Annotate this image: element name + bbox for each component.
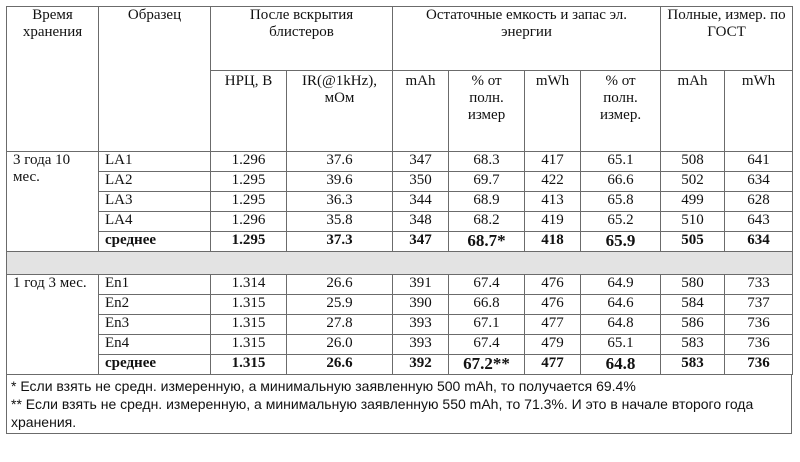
table-row-average [7,355,793,375]
cell-mah: 347 [393,232,449,252]
cell-pct1: 67.4 [449,275,525,295]
cell-ir: 25.9 [287,295,393,315]
cell-pct2: 65.8 [581,192,661,212]
cell-mah: 393 [393,315,449,335]
cell-sample: LA4 [99,212,211,232]
cell-fmah: 583 [661,335,725,355]
table-row [7,315,793,335]
cell-pct2: 66.6 [581,172,661,192]
cell-mah: 392 [393,355,449,375]
cell-mwh: 477 [525,315,581,335]
table-row [7,295,793,315]
cell-pct1: 68.2 [449,212,525,232]
header-pct-full: % от полн. измер [449,71,525,152]
table-row [7,335,793,355]
footnote-2: ** Если взять не средн. измеренную, а минимальную заявленную 550 mAh, то 71.3%. И это в начале второго года хранения. [11,396,754,430]
cell-pct2: 65.1 [581,335,661,355]
cell-ocv: 1.315 [211,295,287,315]
cell-mwh: 413 [525,192,581,212]
header-ocv: НРЦ, В [211,71,287,152]
cell-mwh: 417 [525,152,581,172]
cell-pct1: 69.7 [449,172,525,192]
cell-mah: 350 [393,172,449,192]
cell-fmwh: 736 [725,315,793,335]
cell-fmwh: 736 [725,335,793,355]
header-time: Время хранения [7,7,99,152]
cell-ocv: 1.314 [211,275,287,295]
cell-ir: 39.6 [287,172,393,192]
cell-ocv: 1.296 [211,152,287,172]
cell-ocv: 1.315 [211,355,287,375]
cell-pct1: 68.3 [449,152,525,172]
cell-ir: 26.0 [287,335,393,355]
cell-fmah: 584 [661,295,725,315]
cell-fmah: 583 [661,355,725,375]
cell-mwh: 476 [525,295,581,315]
cell-ocv: 1.315 [211,335,287,355]
cell-pct1: 68.9 [449,192,525,212]
cell-fmah: 586 [661,315,725,335]
cell-fmwh: 733 [725,275,793,295]
cell-fmah: 580 [661,275,725,295]
header-full-mah: mAh [661,71,725,152]
header-sample: Образец [99,7,211,152]
footnote-1: * Если взять не средн. измеренную, а минимальную заявленную 500 mAh, то получается 69.4% [11,378,636,394]
cell-ir: 26.6 [287,275,393,295]
cell-fmah: 508 [661,152,725,172]
cell-ir: 36.3 [287,192,393,212]
cell-pct2: 64.9 [581,275,661,295]
cell-mwh: 476 [525,275,581,295]
cell-fmah: 510 [661,212,725,232]
cell-pct2: 64.8 [581,355,661,375]
cell-mwh: 422 [525,172,581,192]
cell-pct2: 65.9 [581,232,661,252]
cell-pct2: 64.6 [581,295,661,315]
cell-fmwh: 643 [725,212,793,232]
cell-ocv: 1.295 [211,232,287,252]
cell-pct1: 67.2** [449,355,525,375]
cell-mwh: 477 [525,355,581,375]
group-time: 1 год 3 мес. [7,275,99,375]
cell-mwh: 479 [525,335,581,355]
header-residual: Остаточные емкость и запас эл. энергии [393,7,661,71]
cell-fmah: 499 [661,192,725,212]
cell-mah: 390 [393,295,449,315]
cell-fmwh: 628 [725,192,793,212]
table-row-average [7,232,793,252]
cell-fmah: 502 [661,172,725,192]
table-row [7,192,793,212]
cell-pct2: 64.8 [581,315,661,335]
group-separator [7,252,793,275]
cell-ocv: 1.315 [211,315,287,335]
cell-ir: 35.8 [287,212,393,232]
cell-pct1: 67.4 [449,335,525,355]
cell-sample: LA3 [99,192,211,212]
table-row [7,172,793,192]
header-ir: IR(@1kHz), мОм [287,71,393,152]
battery-storage-table-document [6,6,792,434]
cell-sample: En2 [99,295,211,315]
table-row [7,212,793,232]
cell-pct1: 68.7* [449,232,525,252]
cell-sample: En1 [99,275,211,295]
cell-mwh: 419 [525,212,581,232]
cell-sample: среднее [99,355,211,375]
header-after-open: После вскрытия блистеров [211,7,393,71]
table-row [7,275,793,295]
cell-ocv: 1.296 [211,212,287,232]
cell-ir: 26.6 [287,355,393,375]
cell-sample: LA1 [99,152,211,172]
cell-pct1: 67.1 [449,315,525,335]
cell-ir: 27.8 [287,315,393,335]
cell-fmah: 505 [661,232,725,252]
table-row [7,152,793,172]
cell-fmwh: 641 [725,152,793,172]
cell-mwh: 418 [525,232,581,252]
header-full-mwh: mWh [725,71,793,152]
cell-ocv: 1.295 [211,192,287,212]
header-mah: mAh [393,71,449,152]
cell-ir: 37.6 [287,152,393,172]
header-full: Полные, измер. по ГОСТ [661,7,793,71]
cell-mah: 391 [393,275,449,295]
cell-fmwh: 634 [725,172,793,192]
cell-ocv: 1.295 [211,172,287,192]
footnotes [6,375,792,434]
cell-fmwh: 736 [725,355,793,375]
cell-pct1: 66.8 [449,295,525,315]
cell-fmwh: 737 [725,295,793,315]
cell-sample: En4 [99,335,211,355]
header-row-top [7,7,793,71]
cell-fmwh: 634 [725,232,793,252]
cell-ir: 37.3 [287,232,393,252]
cell-sample: среднее [99,232,211,252]
cell-mah: 393 [393,335,449,355]
header-pct-full2: % от полн. измер. [581,71,661,152]
group-time: 3 года 10 мес. [7,152,99,252]
cell-pct2: 65.2 [581,212,661,232]
cell-pct2: 65.1 [581,152,661,172]
cell-mah: 348 [393,212,449,232]
cell-mah: 344 [393,192,449,212]
cell-mah: 347 [393,152,449,172]
header-mwh: mWh [525,71,581,152]
cell-sample: En3 [99,315,211,335]
cell-sample: LA2 [99,172,211,192]
storage-table [6,6,793,375]
